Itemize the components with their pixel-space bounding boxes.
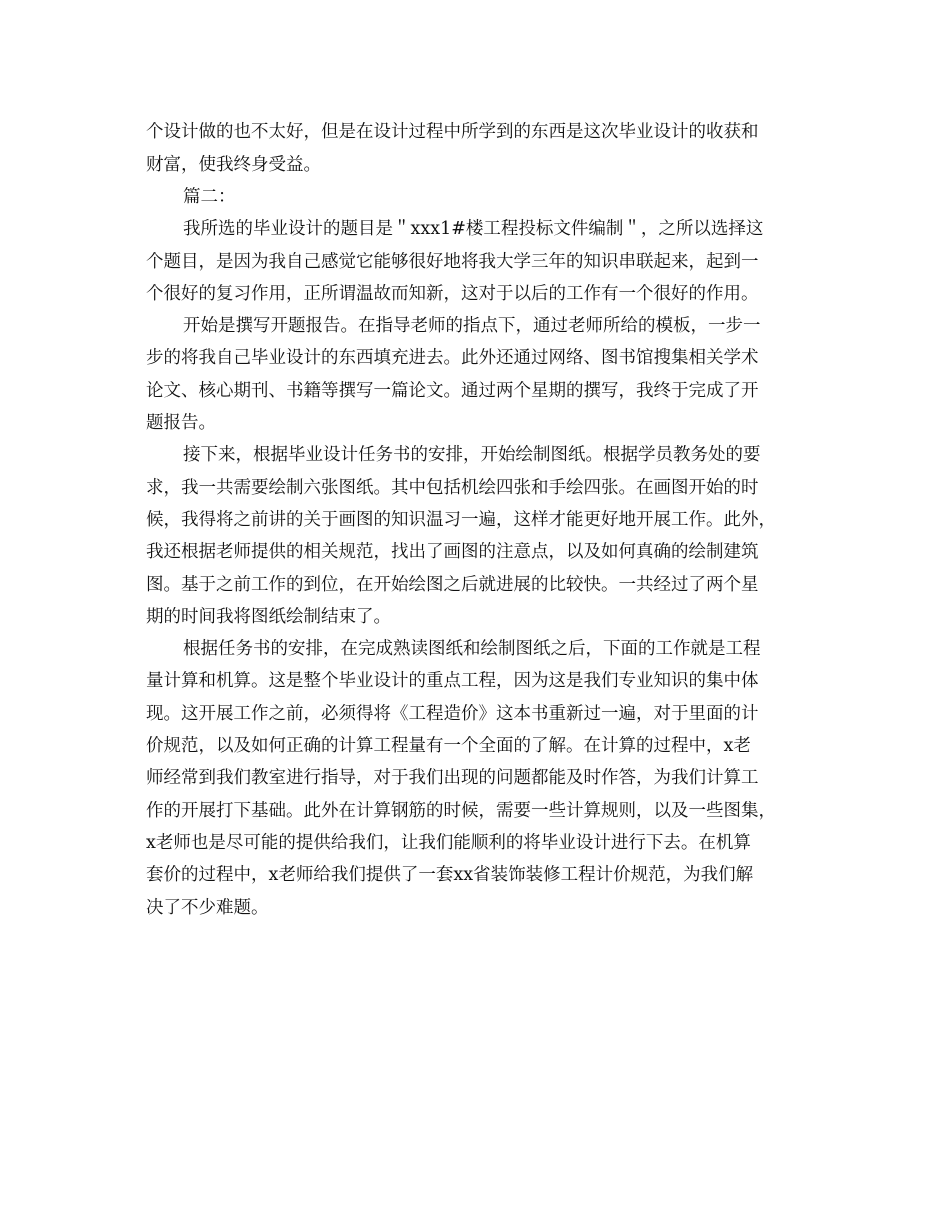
text-line: 师经常到我们教室进行指导，对于我们出现的问题都能及时作答，为我们计算工 <box>146 768 759 789</box>
section-heading: 篇二： <box>183 186 236 207</box>
text-line: 量计算和机算。这是整个毕业设计的重点工程，因为这是我们专业知识的集中体 <box>146 671 759 692</box>
text-line: 候，我得将之前讲的关于画图的知识温习一遍，这样才能更好地开展工作。此外， <box>146 509 776 530</box>
document-body <box>146 117 806 924</box>
text-line: 财富，使我终身受益。 <box>146 154 321 175</box>
text-line: 求，我一共需要绘制六张图纸。其中包括机绘四张和手绘四张。在画图开始的时 <box>146 477 759 498</box>
text-line: 期的时间我将图纸绘制结束了。 <box>146 606 391 627</box>
text-line: 开始是撰写开题报告。在指导老师的指点下，通过老师所给的模板，一步一 <box>183 316 761 337</box>
text-line: x老师也是尽可能的提供给我们，让我们能顺利的将毕业设计进行下去。在机算 <box>146 832 751 853</box>
text-line: 题报告。 <box>146 413 216 434</box>
text-line: 接下来，根据毕业设计任务书的安排，开始绘制图纸。根据学员教务处的要 <box>183 445 761 466</box>
text-line: 步的将我自己毕业设计的东西填充进去。此外还通过网络、图书馆搜集相关学术 <box>146 348 759 369</box>
text-line: 个题目，是因为我自己感觉它能够很好地将我大学三年的知识串联起来，起到一 <box>146 251 759 272</box>
text-line: 论文、核心期刊、书籍等撰写一篇论文。通过两个星期的撰写，我终于完成了开 <box>146 380 759 401</box>
text-line: 根据任务书的安排，在完成熟读图纸和绘制图纸之后，下面的工作就是工程 <box>183 639 761 660</box>
text-line: 决了不少难题。 <box>146 897 269 918</box>
text-line: 个设计做的也不太好，但是在设计过程中所学到的东西是这次毕业设计的收获和 <box>146 122 759 143</box>
text-line: 套价的过程中，x老师给我们提供了一套xx省装饰装修工程计价规范，为我们解 <box>146 865 754 886</box>
text-line: 我还根据老师提供的相关规范，找出了画图的注意点，以及如何真确的绘制建筑 <box>146 542 759 563</box>
text-line: 我所选的毕业设计的题目是＂xxx1#楼工程投标文件编制＂，之所以选择这 <box>183 219 764 240</box>
text-line: 价规范，以及如何正确的计算工程量有一个全面的了解。在计算的过程中，x老 <box>146 736 751 757</box>
text-line: 图。基于之前工作的到位，在开始绘图之后就进展的比较快。一共经过了两个星 <box>146 574 759 595</box>
text-line: 作的开展打下基础。此外在计算钢筋的时候，需要一些计算规则，以及一些图集， <box>146 800 776 821</box>
text-line: 现。这开展工作之前，必须得将《工程造价》这本书重新过一遍，对于里面的计 <box>146 703 759 724</box>
text-line: 个很好的复习作用，正所谓温故而知新，这对于以后的工作有一个很好的作用。 <box>146 283 759 304</box>
